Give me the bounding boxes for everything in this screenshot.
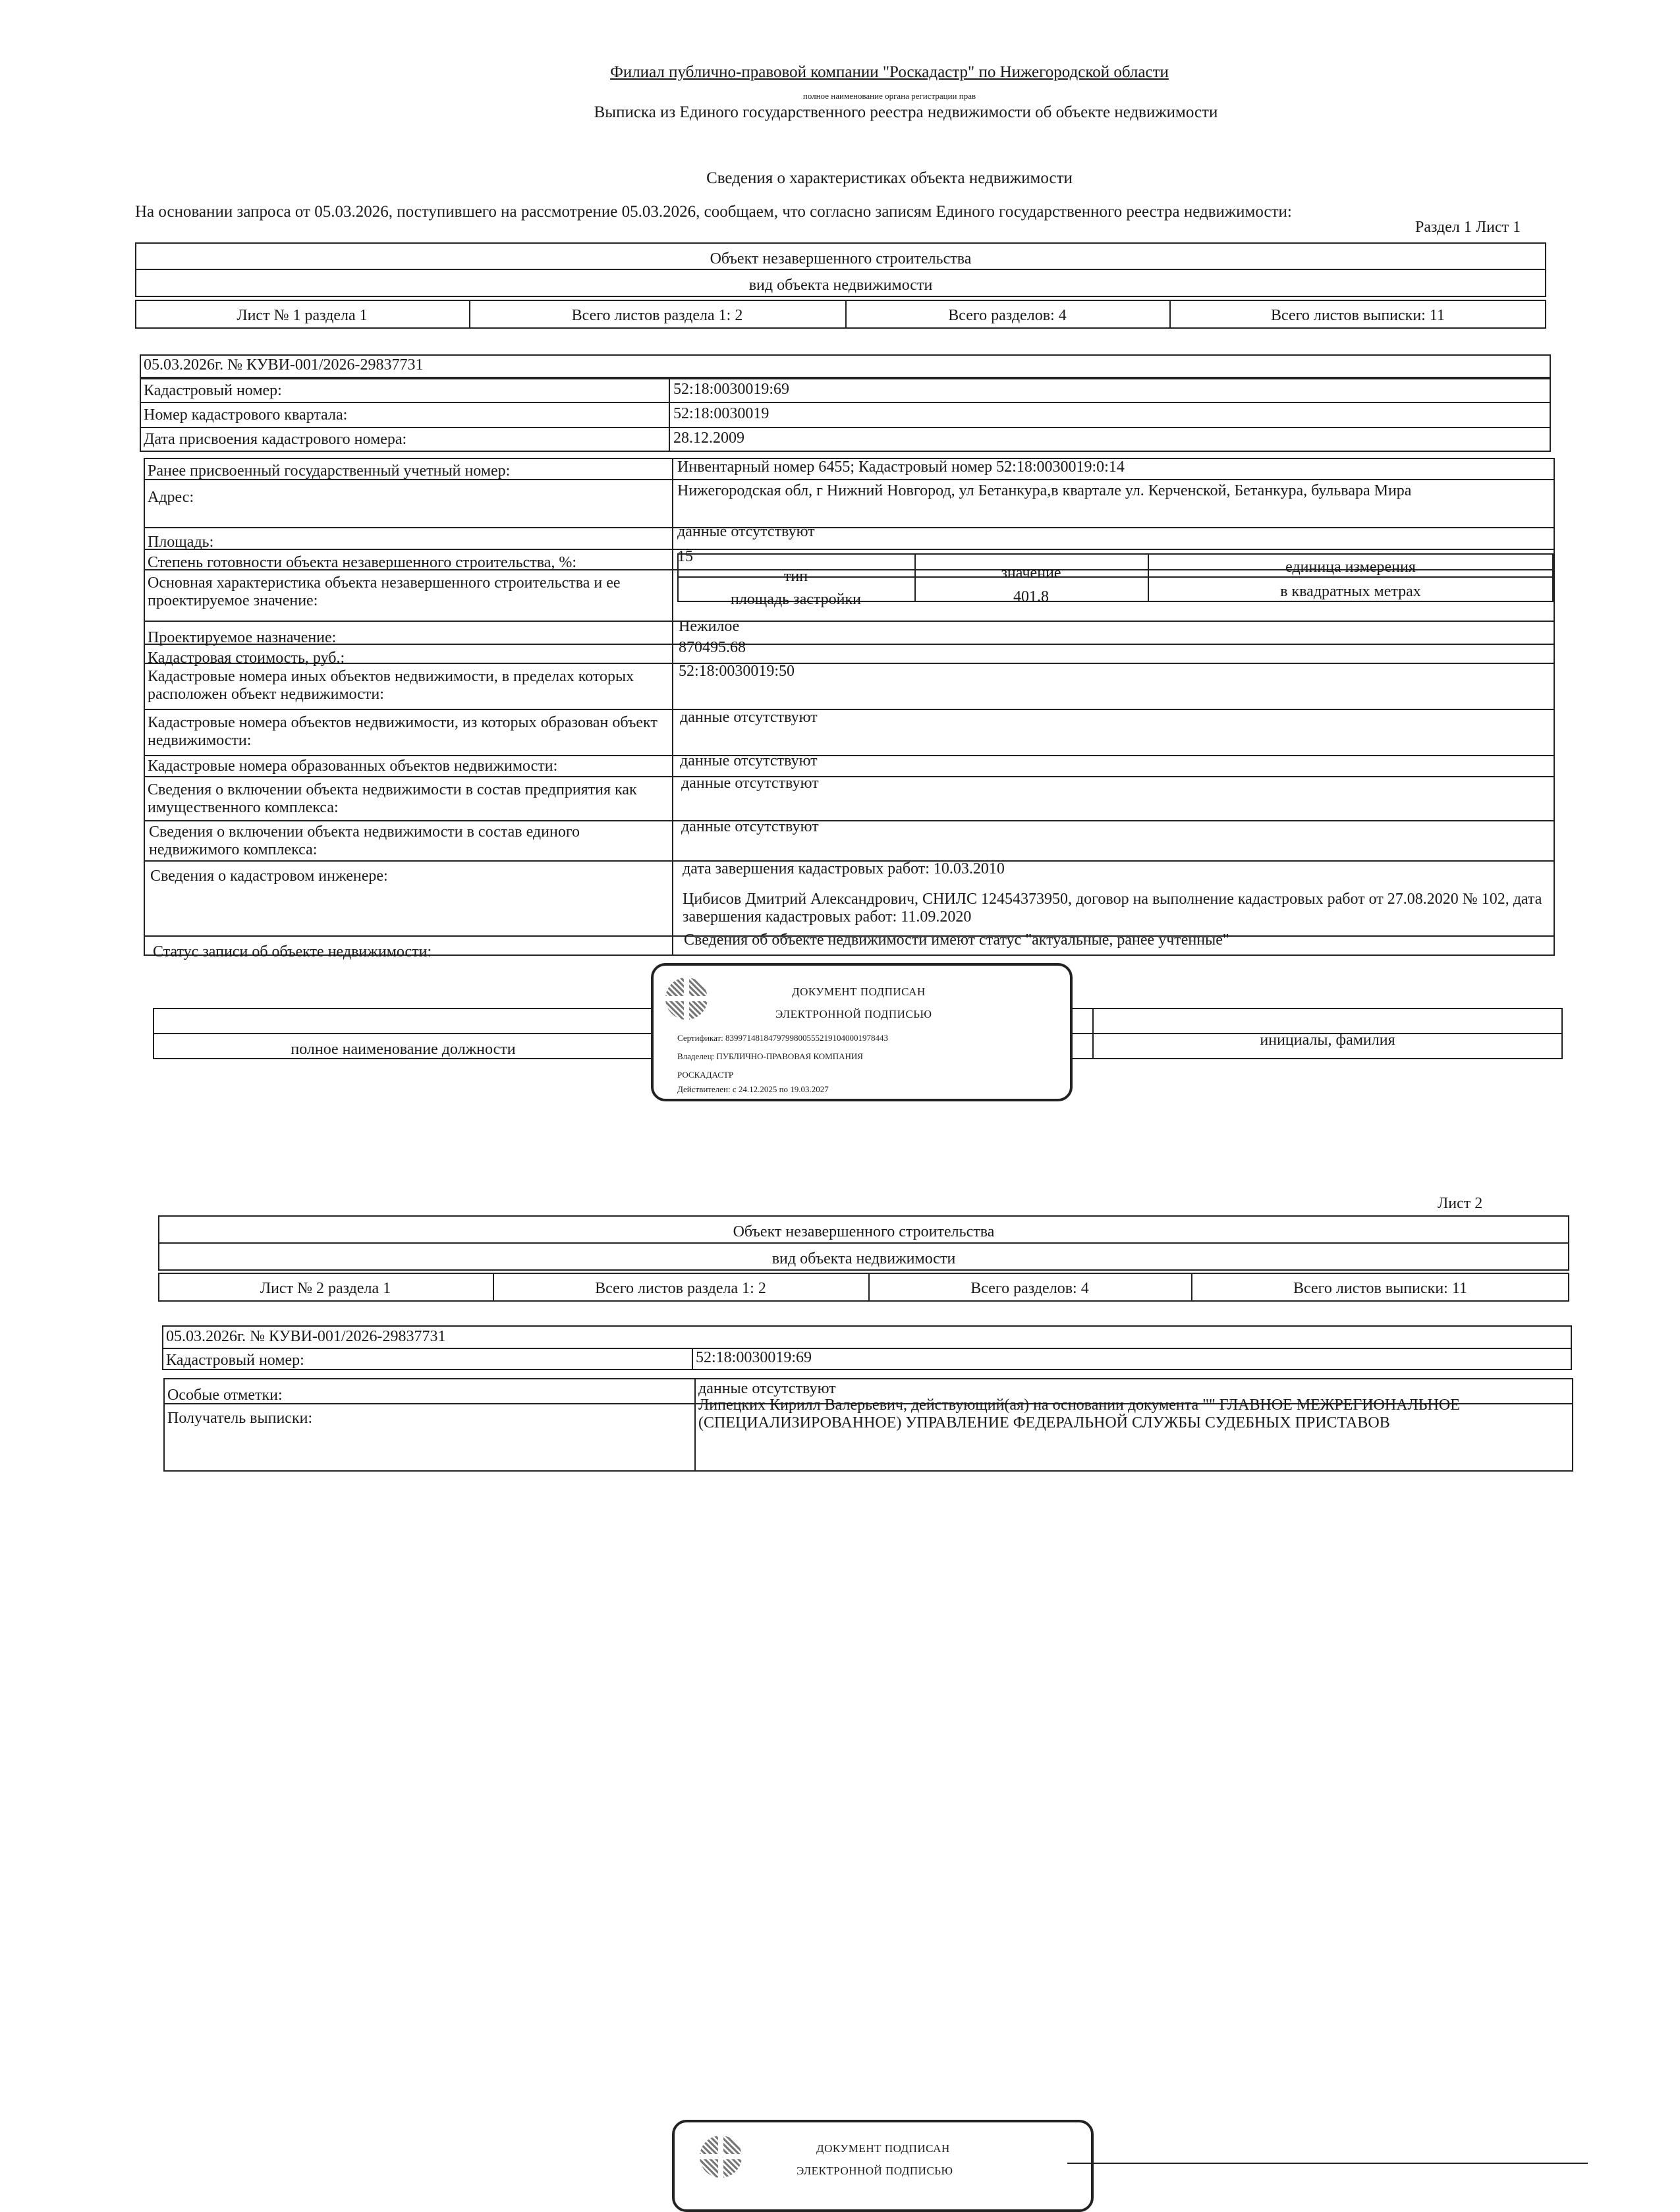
object-kind-caption-2: вид объекта недвижимости: [771, 1250, 956, 1267]
doc-number-2: 05.03.2026г. № КУВИ-001/2026-29837731: [166, 1328, 446, 1345]
e-signature-stamp: [651, 963, 1073, 1101]
roskadastr-logo-icon: [665, 978, 708, 1020]
stamp-owner2: РОСКАДАСТР: [677, 1070, 734, 1080]
notes-value: данные отсутствуют: [698, 1380, 836, 1397]
row-label: Площадь:: [148, 534, 214, 551]
nested-type: площадь застройки: [730, 591, 862, 608]
stamp2-line1: ДОКУМЕНТ ПОДПИСАН: [816, 2142, 950, 2155]
doc-number: 05.03.2026г. № КУВИ-001/2026-29837731: [144, 356, 424, 373]
nested-unit: в квадратных метрах: [1280, 583, 1421, 600]
row-label: Кадастровые номера иных объектов недвижимости, в пределах которых расположен объект недвижимости:: [148, 668, 634, 703]
sheets-total-2: Всего листов выписки: 11: [1293, 1280, 1467, 1297]
engineer-details: Цибисов Дмитрий Александрович, СНИЛС 12454373950, договор на выполнение кадастровых работ от 27.08.2020 № 102, дата завершения кадастровых работ: 11.09.2020: [683, 891, 1542, 926]
sections-total: Всего разделов: 4: [948, 307, 1067, 324]
object-kind-caption: вид объекта недвижимости: [748, 277, 933, 294]
org-caption: полное наименование органа регистрации прав: [802, 91, 976, 101]
row-label: Сведения о кадастровом инженере:: [150, 868, 388, 885]
row-label: Адрес:: [148, 489, 194, 506]
engineer-completion: дата завершения кадастровых работ: 10.03.2010: [683, 860, 1005, 877]
row-label: Кадастровая стоимость, руб.:: [148, 650, 345, 667]
sheet-2-label: Лист 2: [1438, 1195, 1483, 1212]
object-kind: Объект незавершенного строительства: [710, 250, 972, 267]
recipient-value: Липецких Кирилл Валерьевич, действующий(ая) на основании документа "" ГЛАВНОЕ МЕЖРЕГИОНАЛЬНОЕ (СПЕЦИАЛИЗИРОВАННОЕ) УПРАВЛЕНИЕ ФЕДЕРАЛЬНОЙ СЛУЖБЫ СУДЕБНЫХ ПРИСТАВОВ: [698, 1396, 1460, 1431]
readiness-value: 15: [677, 548, 693, 565]
request-text: На основании запроса от 05.03.2026, поступившего на рассмотрение 05.03.2026, сообщаем, что согласно записям Единого государственного реестра недвижимости:: [135, 203, 1292, 221]
nested-header-unit: единица измерения: [1285, 559, 1416, 576]
nested-header-value: значение: [1001, 565, 1061, 582]
row-label: Дата присвоения кадастрового номера:: [144, 431, 407, 448]
assignment-date: 28.12.2009: [673, 429, 744, 447]
stamp-owner: Владелец: ПУБЛИЧНО-ПРАВОВАЯ КОМПАНИЯ: [677, 1051, 863, 1061]
e-signature-stamp-2: [672, 2120, 1094, 2212]
sections-total-2: Всего разделов: 4: [970, 1280, 1089, 1297]
cadastral-label-2: Кадастровый номер:: [166, 1352, 304, 1369]
nested-value: 401.8: [1013, 588, 1049, 605]
row-label: Кадастровые номера объектов недвижимости, из которых образован объект недвижимости:: [148, 714, 658, 749]
row-label: Кадастровый номер:: [144, 382, 282, 399]
address: Нижегородская обл, г Нижний Новгород, ул Бетанкура,в квартале ул. Керченской, Бетанкура, бульвара Мира: [677, 482, 1412, 499]
stamp2-line2: ЭЛЕКТРОННОЙ ПОДПИСЬЮ: [797, 2165, 953, 2177]
notes-label: Особые отметки:: [167, 1387, 283, 1404]
recipient-label: Получатель выписки:: [167, 1410, 313, 1427]
record-status: Сведения об объекте недвижимости имеют статус "актуальные, ранее учтенные": [684, 931, 1229, 949]
cadastral-number: 52:18:0030019:69: [673, 381, 790, 398]
parent-objects: 52:18:0030019:50: [679, 663, 795, 680]
org-name: Филиал публично-правовой компании "Роскадастр" по Нижегородской области: [610, 63, 1169, 81]
row-label: Ранее присвоенный государственный учетный номер:: [148, 462, 511, 480]
roskadastr-logo-icon-2: [700, 2136, 742, 2178]
row-label: Сведения о включении объекта недвижимости в состав предприятия как имущественного комплекса:: [148, 781, 637, 816]
purpose-value: Нежилое: [679, 618, 740, 635]
previous-number: Инвентарный номер 6455; Кадастровый номер 52:18:0030019:0:14: [677, 458, 1125, 476]
position-caption: полное наименование должности: [291, 1041, 516, 1058]
stamp-line2: ЭЛЕКТРОННОЙ ПОДПИСЬЮ: [775, 1008, 932, 1020]
area-value: данные отсутствуют: [677, 523, 815, 540]
cadastral-quarter: 52:18:0030019: [673, 405, 770, 422]
stamp-line1: ДОКУМЕНТ ПОДПИСАН: [792, 985, 926, 998]
sheet-number-2: Лист № 2 раздела 1: [260, 1280, 391, 1297]
object-kind-2: Объект незавершенного строительства: [733, 1223, 995, 1240]
source-objects: данные отсутствуют: [680, 709, 818, 726]
row-label: Номер кадастрового квартала:: [144, 406, 348, 424]
row-label: Статус записи об объекте недвижимости:: [153, 943, 432, 960]
formed-objects: данные отсутствуют: [680, 752, 818, 769]
row-label: Основная характеристика объекта незавершенного строительства и ее проектируемое значение:: [148, 574, 621, 609]
enterprise-inclusion: данные отсутствуют: [681, 775, 819, 792]
doc-title: Выписка из Единого государственного реестра недвижимости об объекте недвижимости: [594, 103, 1218, 121]
stamp-valid: Действителен: с 24.12.2025 по 19.03.2027: [677, 1084, 829, 1094]
row-label: Сведения о включении объекта недвижимости в состав единого недвижимого комплекса:: [149, 823, 580, 858]
nested-header-type: тип: [783, 568, 808, 585]
row-label: Кадастровые номера образованных объектов недвижимости:: [148, 758, 558, 775]
cadastral-number-2: 52:18:0030019:69: [696, 1349, 812, 1366]
sheets-in-section: Всего листов раздела 1: 2: [571, 307, 743, 324]
section-title: Сведения о характеристиках объекта недвижимости: [706, 169, 1073, 187]
sheets-in-section-2: Всего листов раздела 1: 2: [595, 1280, 766, 1297]
complex-inclusion: данные отсутствуют: [681, 818, 819, 835]
row-label: Проектируемое назначение:: [148, 629, 337, 646]
cadastral-cost: 870495.68: [679, 639, 746, 656]
stamp-cert: Сертификат: 8399714818479799800555219104000197844З: [677, 1033, 889, 1043]
row-label: Степень готовности объекта незавершенного строительства, %:: [148, 554, 577, 571]
sheet-number: Лист № 1 раздела 1: [237, 307, 368, 324]
sheets-total: Всего листов выписки: 11: [1271, 307, 1445, 324]
section-sheet-label: Раздел 1 Лист 1: [1415, 219, 1521, 236]
name-caption: инициалы, фамилия: [1260, 1032, 1395, 1049]
